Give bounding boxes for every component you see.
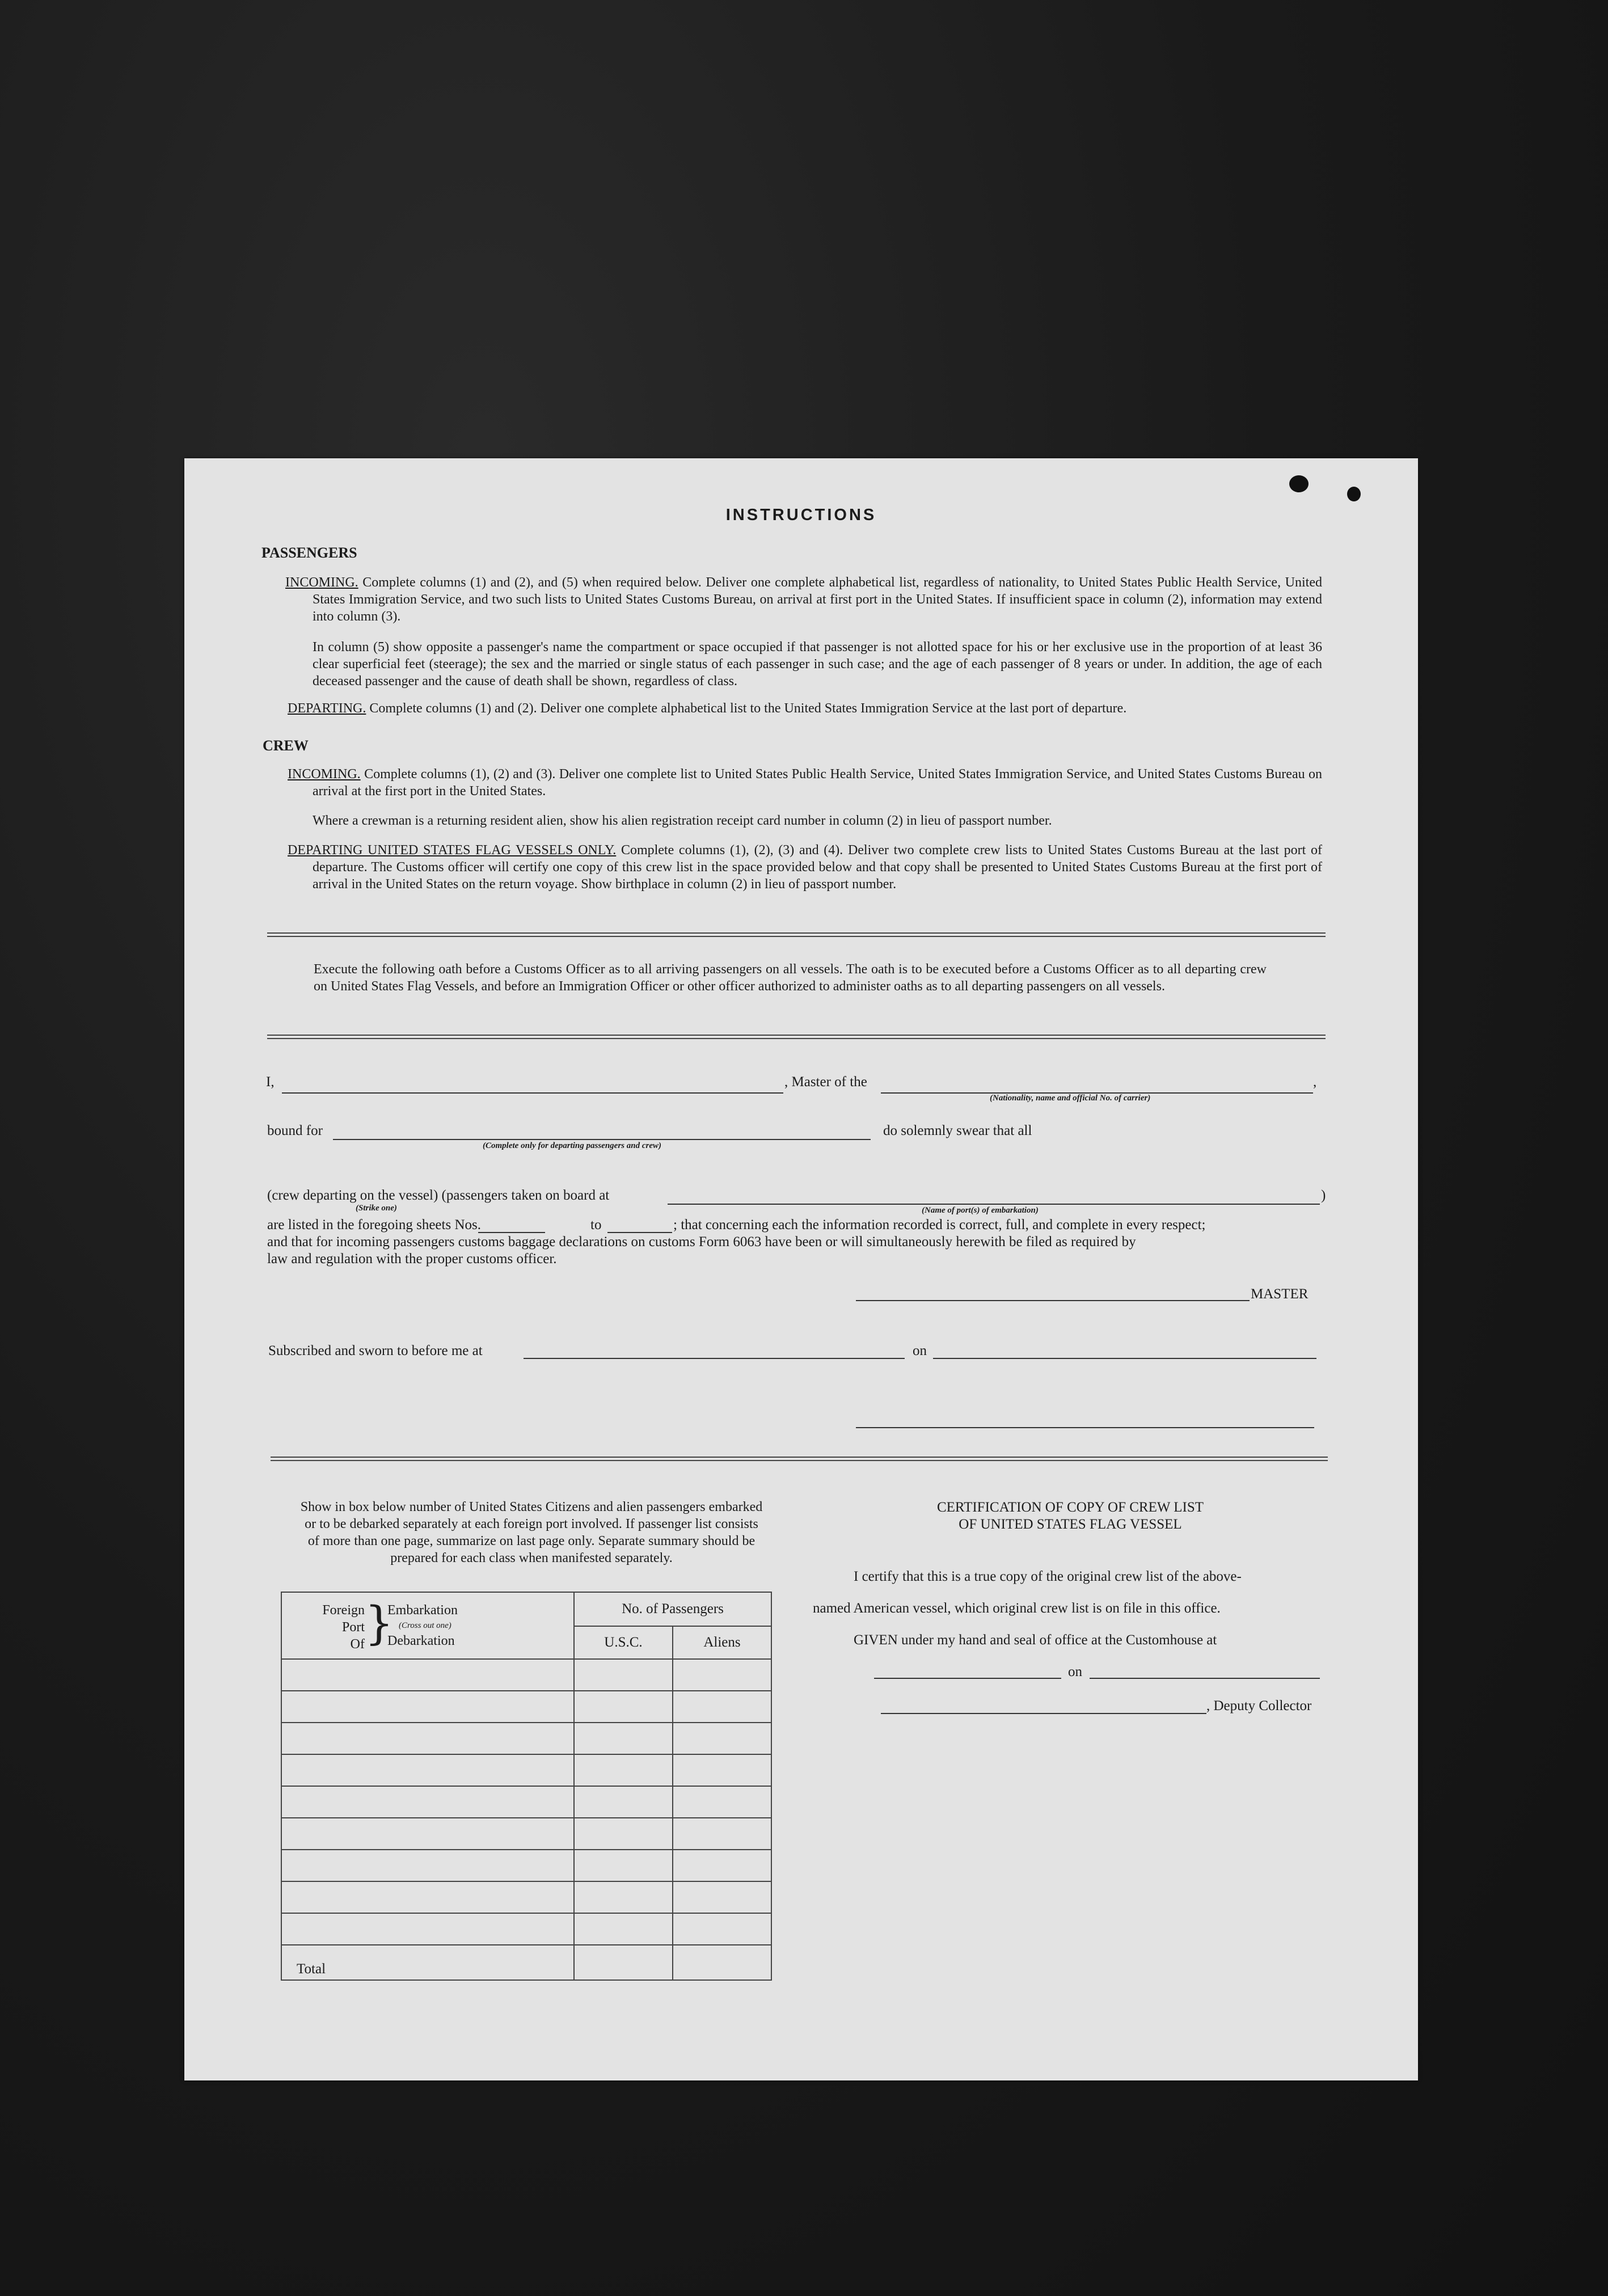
box-instructions: Show in box below number of United States Citizens and alien passengers embarked or to be debarked separately at each foreign port involved. If passenger list consists of more than one page, summarize on last page only. Separate summary should be prepared for each class when manifested separately. <box>300 1500 763 1565</box>
crew-heading: CREW <box>263 737 309 754</box>
passenger-summary-table <box>281 1592 772 1981</box>
sworn-on-label: on <box>913 1343 927 1358</box>
section-divider <box>267 932 1326 934</box>
crew-departing-label: DEPARTING UNITED STATES FLAG VESSELS ONLY. <box>288 843 617 858</box>
crew-departing-paragraph <box>288 842 1322 893</box>
usc-cell[interactable] <box>574 1913 673 1945</box>
aliens-cell[interactable] <box>673 1850 771 1881</box>
aliens-cell[interactable] <box>673 1786 771 1818</box>
officer-signature-field[interactable] <box>856 1427 1314 1428</box>
aliens-cell[interactable] <box>673 1881 771 1913</box>
crew-incoming-label: INCOMING. <box>288 767 361 782</box>
master-label: MASTER <box>1251 1286 1309 1302</box>
embarkation-label: Embarkation <box>387 1603 458 1618</box>
passengers-incoming-paragraph <box>285 574 1322 625</box>
sheet-to-field[interactable] <box>607 1232 672 1233</box>
passengers-incoming-text: Complete columns (1) and (2), and (5) when required below. Deliver one complete alphabetical list, regardless of nationality, to United States Public Health Service, United States Immigration Service, and two such lists to United States Customs Bureau, on arrival at first port in the United States. If insufficient space in column (2), information may extend into column (3). <box>313 575 1323 624</box>
master-of-label: , Master of the <box>784 1074 867 1090</box>
debarkation-label: Debarkation <box>387 1634 455 1648</box>
bound-for-label: bound for <box>267 1123 323 1138</box>
crew-departing-text: Complete columns (1), (2), (3) and (4). Deliver two complete crew lists to United States Customs Bureau at the last port of departure. The Customs officer will certify one copy of this crew list in the space provided below and that copy shall be presented to United States Customs Bureau at the first port of arrival in the United States on the return voyage. Show birthplace in column (2) in lieu of passport number. <box>313 843 1322 892</box>
customhouse-field[interactable] <box>874 1678 1061 1679</box>
port-cell[interactable] <box>281 1691 574 1723</box>
section-divider <box>271 1457 1328 1458</box>
listed-text-3: law and regulation with the proper customs officer. <box>267 1251 557 1267</box>
passengers-departing-text: Complete columns (1) and (2). Deliver one complete alphabetical list to the United States Immigration Service at the last port of departure. <box>369 701 1127 716</box>
certification-title-1: CERTIFICATION OF COPY OF CREW LIST <box>936 1500 1204 1515</box>
passengers-departing-label: DEPARTING. <box>288 701 366 716</box>
usc-cell[interactable] <box>574 1659 673 1691</box>
usc-cell[interactable] <box>574 1850 673 1881</box>
cross-out-hint: (Cross out one) <box>399 1621 451 1630</box>
crew-passengers-label: (crew departing on the vessel) (passengers taken on board at <box>267 1188 610 1203</box>
total-row-label: Total <box>281 1945 574 1980</box>
strike-hint: (Strike one) <box>356 1204 397 1213</box>
crew-incoming-text: Complete columns (1), (2) and (3). Deliver one complete list to United States Public Health Service, United States Immigration Service, and United States Customs Bureau on arrival at the first port in the United States. <box>313 767 1323 799</box>
ink-blot <box>1289 475 1309 492</box>
port-cell[interactable] <box>281 1913 574 1945</box>
listed-text-2: and that for incoming passengers customs baggage declarations on customs Form 6063 have been or will simultaneously herewith be filed as required by <box>267 1234 1136 1250</box>
carrier-hint: (Nationality, name and official No. of carrier) <box>990 1094 1151 1103</box>
usc-cell[interactable] <box>574 1754 673 1786</box>
bound-for-hint: (Complete only for departing passengers and crew) <box>483 1141 661 1150</box>
no-passengers-header: No. of Passengers <box>574 1592 771 1626</box>
aliens-cell[interactable] <box>673 1659 771 1691</box>
usc-cell[interactable] <box>574 1818 673 1850</box>
aliens-header: Aliens <box>673 1626 771 1659</box>
sworn-place-field[interactable] <box>524 1358 905 1359</box>
port-cell[interactable] <box>281 1754 574 1786</box>
page-title: INSTRUCTIONS <box>725 506 877 524</box>
section-divider <box>267 1035 1326 1036</box>
usc-cell[interactable] <box>574 1723 673 1754</box>
aliens-cell[interactable] <box>673 1691 771 1723</box>
oath-i-label: I, <box>266 1074 275 1090</box>
embarkation-port-field[interactable] <box>668 1204 1320 1205</box>
certification-line-3: GIVEN under my hand and seal of office at the Customhouse at <box>854 1632 1217 1648</box>
passengers-incoming-label: INCOMING. <box>285 575 358 590</box>
crew-incoming-paragraph <box>288 766 1322 800</box>
certification-title-2: OF UNITED STATES FLAG VESSEL <box>959 1517 1182 1532</box>
certification-date-field[interactable] <box>1090 1678 1320 1679</box>
oath-instruction: Execute the following oath before a Customs Officer as to all arriving passengers on all vessels. The oath is to be executed before a Customs Officer as to all departing crew on United States Flag Vessels, and before an Immigration Officer or other officer authorized to administer oaths as to all departing passengers on all vessels. <box>314 962 1267 994</box>
passengers-departing-paragraph <box>288 700 1322 717</box>
port-cell[interactable] <box>281 1818 574 1850</box>
subscribed-label: Subscribed and sworn to before me at <box>268 1343 483 1358</box>
foreign-label: Foreign <box>322 1603 365 1618</box>
listed-text: ; that concerning each the information recorded is correct, full, and complete in every respect; <box>673 1217 1206 1233</box>
port-header-cell <box>281 1592 574 1659</box>
deputy-collector-label: , Deputy Collector <box>1206 1698 1312 1713</box>
usc-cell[interactable] <box>574 1881 673 1913</box>
port-hint: (Name of port(s) of embarkation) <box>922 1206 1039 1215</box>
usc-cell[interactable] <box>574 1786 673 1818</box>
usc-total-cell[interactable] <box>574 1945 673 1980</box>
form-page <box>184 458 1418 2080</box>
listed-to-label: to <box>590 1217 602 1233</box>
bound-for-field[interactable] <box>333 1139 871 1140</box>
listed-label: are listed in the foregoing sheets Nos. <box>267 1217 481 1233</box>
column5-paragraph: In column (5) show opposite a passenger's name the compartment or space occupied if that passenger is not allotted space for his or her exclusive use in the proportion of at least 36 clear superficial feet (steerage); the sex and the married or single status of each passenger in such case; and the age of each passenger of 8 years or under. In addition, the age of each deceased passenger and the cause of death shall be shown, regardless of class. <box>313 640 1322 689</box>
certification-line-1: I certify that this is a true copy of the original crew list of the above- <box>854 1569 1242 1584</box>
deputy-collector-signature-field[interactable] <box>881 1713 1206 1714</box>
of-label: Of <box>350 1637 365 1652</box>
brace-glyph: } <box>365 1597 394 1649</box>
sworn-date-field[interactable] <box>933 1358 1316 1359</box>
master-name-field[interactable] <box>282 1092 783 1094</box>
passengers-heading: PASSENGERS <box>261 545 357 561</box>
aliens-cell[interactable] <box>673 1913 771 1945</box>
certification-line-2: named American vessel, which original crew list is on file in this office. <box>813 1601 1221 1616</box>
certification-on-label: on <box>1068 1664 1082 1679</box>
swear-label: do solemnly swear that all <box>883 1123 1032 1138</box>
aliens-cell[interactable] <box>673 1754 771 1786</box>
close-paren: ) <box>1321 1188 1326 1203</box>
oath-comma: , <box>1313 1074 1317 1090</box>
ink-blot <box>1347 487 1361 501</box>
port-cell[interactable] <box>281 1723 574 1754</box>
usc-cell[interactable] <box>574 1691 673 1723</box>
port-cell[interactable] <box>281 1850 574 1881</box>
port-label: Port <box>341 1620 365 1635</box>
aliens-cell[interactable] <box>673 1818 771 1850</box>
aliens-total-cell[interactable] <box>673 1945 771 1980</box>
aliens-cell[interactable] <box>673 1723 771 1754</box>
crew-alien-paragraph: Where a crewman is a returning resident alien, show his alien registration receipt card number in column (2) in lieu of passport number. <box>313 813 1052 828</box>
port-cell[interactable] <box>281 1881 574 1913</box>
usc-header: U.S.C. <box>574 1626 673 1659</box>
port-cell[interactable] <box>281 1786 574 1818</box>
port-cell[interactable] <box>281 1659 574 1691</box>
sheet-from-field[interactable] <box>478 1232 545 1233</box>
master-signature-field[interactable] <box>856 1300 1250 1301</box>
